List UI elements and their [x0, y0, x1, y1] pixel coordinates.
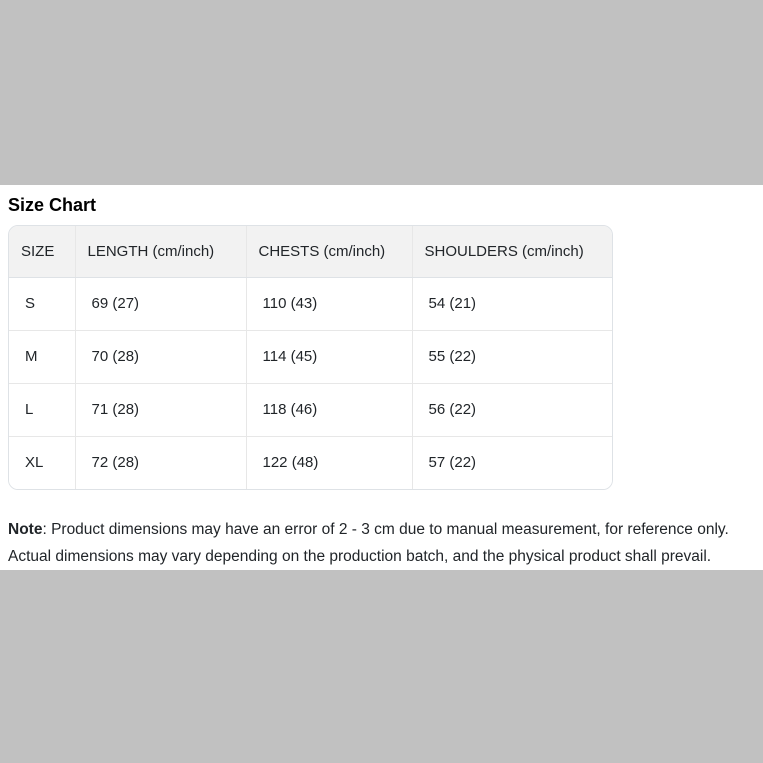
size-chart-section — [0, 185, 763, 570]
cell-xl-chest: 122 (48) — [246, 437, 412, 490]
cell-m-shoulder: 55 (22) — [412, 331, 612, 384]
cell-m-chest: 114 (45) — [246, 331, 412, 384]
cell-m-length: 70 (28) — [75, 331, 246, 384]
size-chart-table — [9, 226, 612, 489]
measurement-note — [8, 516, 755, 570]
cell-l-length: 71 (28) — [75, 384, 246, 437]
cell-xl-shoulder: 57 (22) — [412, 437, 612, 490]
column-header-length: LENGTH (cm/inch) — [75, 226, 246, 278]
table-row-l — [9, 384, 612, 437]
bottom-gray-panel — [0, 570, 763, 763]
cell-s-chest: 110 (43) — [246, 278, 412, 331]
column-header-chests: CHESTS (cm/inch) — [246, 226, 412, 278]
cell-xl-size: XL — [9, 437, 75, 490]
cell-s-shoulder: 54 (21) — [412, 278, 612, 331]
table-row-m — [9, 331, 612, 384]
cell-l-chest: 118 (46) — [246, 384, 412, 437]
size-chart-heading: Size Chart — [8, 195, 97, 215]
cell-m-size: M — [9, 331, 75, 384]
cell-s-size: S — [9, 278, 75, 331]
cell-l-size: L — [9, 384, 75, 437]
table-header-row — [9, 226, 612, 278]
note-line-1 — [8, 516, 755, 543]
note-label: Note — [8, 521, 43, 538]
size-chart-table-container — [8, 225, 613, 490]
note-line-1-text: : Product dimensions may have an error of 2 - 3 cm due to manual measurement, for reference only. — [42, 521, 729, 538]
table-row-s — [9, 278, 612, 331]
top-gray-panel — [0, 0, 763, 185]
table-row-xl — [9, 437, 612, 490]
cell-l-shoulder: 56 (22) — [412, 384, 612, 437]
cell-s-length: 69 (27) — [75, 278, 246, 331]
note-line-2: Actual dimensions may vary depending on the production batch, and the physical product shall prevail. — [8, 548, 712, 565]
column-header-size: SIZE — [9, 226, 75, 278]
cell-xl-length: 72 (28) — [75, 437, 246, 490]
column-header-shoulders: SHOULDERS (cm/inch) — [412, 226, 612, 278]
